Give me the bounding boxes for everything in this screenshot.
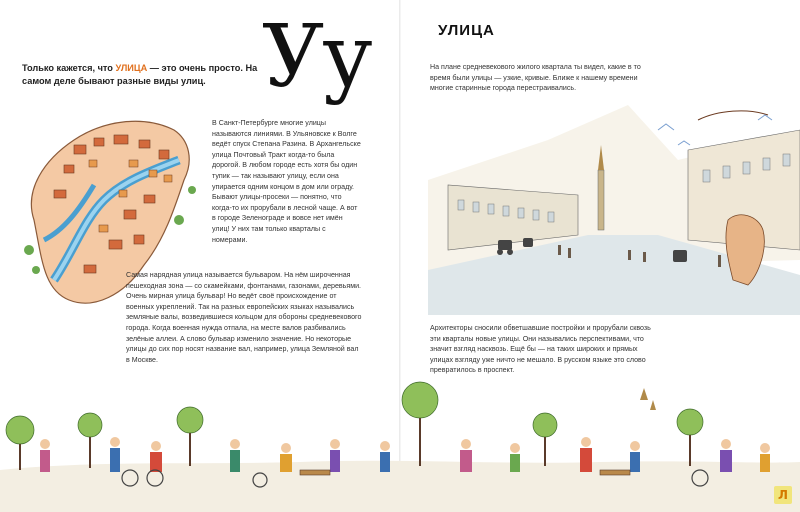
boulevard-crowd-illustration (0, 370, 800, 512)
avenue-illustration (428, 100, 800, 315)
intro-paragraph (22, 62, 258, 87)
intro-highlight: УЛИЦА (115, 63, 148, 73)
left-column-1-text: В Санкт-Петербурге многие улицы называются линиями. В Ульяновске к Волге ведёт спуск Степана Разина. В Архангельске улица Почтовый Тракт когда-то была дорогой. В любом городе есть хотя бы один тупик — так называют улицу, если она упирается одним концом в дом или ограду. Бывают улицы-просеки — понятно, что когда-то их прорубали в лесной чаще. А вот в городе Зеленограде и вовсе нет имён улиц! У них там только кварталы с номерами. (212, 119, 361, 244)
left-column-2-text: Самая нарядная улица называется бульваром. На нём широченная пешеходная зона — со скамейками, фонтанами, газонами, деревьями. Очень мирная улица бульвар! Но ведёт своё происхождение от военных укреплений. Так на разных европейских языках назывались земляные валы, возведившиеся кольцом для обороны средневекового города. Когда военная нужда отпала, на месте валов разбивались зелёные аллеи. А слово бульвар изменило значение. Но некоторые улицы до сих пор носят название вал, например, улица Земляной вал в Москве. (126, 271, 362, 364)
right-column-1 (430, 62, 650, 94)
left-column-1 (212, 118, 362, 245)
logo-badge: Л (774, 486, 792, 504)
chapter-letter: Уу (262, 7, 371, 107)
right-column-1-text: На плане средневекового жилого квартала ты видел, какие в то время были улицы — узкие, кривые. Ближе к нашему времени многие старинные города перестраивались. (430, 63, 641, 93)
intro-text-before: Только кажется, что (22, 63, 116, 73)
right-column-2-text: Архитекторы сносили обветшавшие постройки и прорубали сквозь эти кварталы новые улицы. Они назывались перспективами, что значит взгляд насквозь. Ещё бы — на таких широких и прямых улицах взгляду уже ничто не мешало. В русском языке это слово превратилось в проспект. (430, 324, 651, 375)
right-column-2 (430, 323, 658, 376)
section-title: УЛИЦА (438, 22, 495, 39)
left-column-2 (126, 270, 362, 365)
intro-text-after: — это очень просто. На самом деле бывают разные виды улиц. (22, 63, 258, 86)
